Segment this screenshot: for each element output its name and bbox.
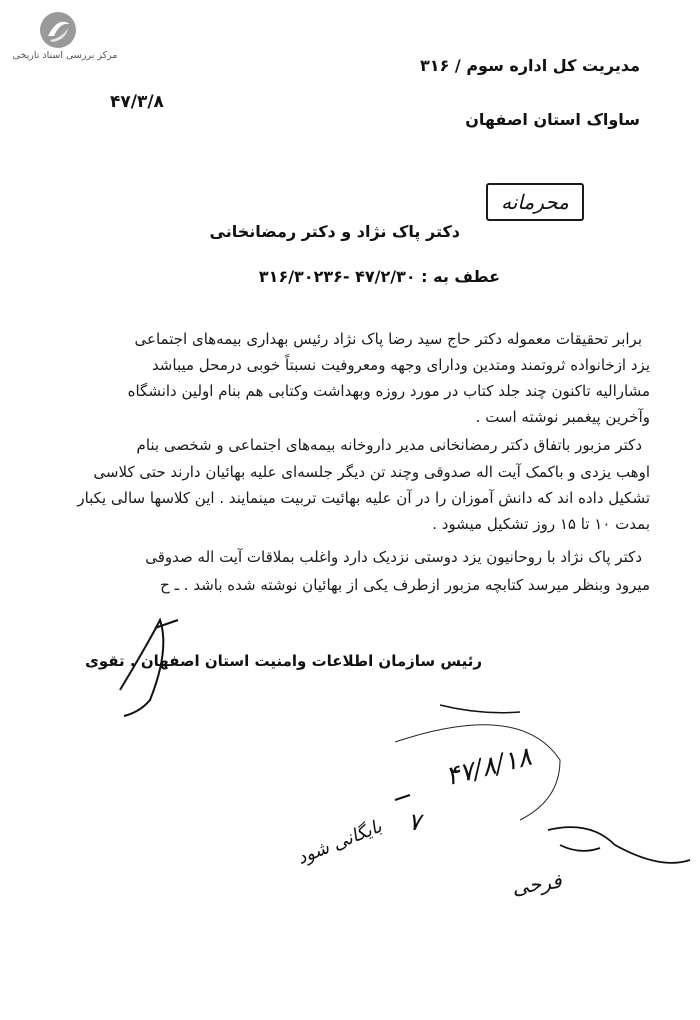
handwritten-name: فرحی	[510, 868, 564, 900]
body-line: میرود وبنظر میرسد کتابچه مزبور ازطرف یکی از بهائیان نوشته شده باشد . ـ ح	[160, 576, 650, 594]
signatory-title: رئیس سازمان اطلاعات وامنیت استان اصفهان . تقوی	[85, 652, 482, 670]
confidential-stamp: محرمانه	[486, 183, 584, 221]
reference-line: عطف به : ۴۷/۲/۳۰ -۳۱۶/۳۰۲۳۶	[258, 267, 500, 286]
handwritten-number: ۷	[408, 808, 421, 836]
body-line: مشارالیه تاکنون چند جلد کتاب در مورد روزه وبهداشت وکتابی هم بنام اولین دانشگاه	[127, 382, 650, 400]
body-line: اوهب یزدی و باکمک آیت اله صدوقی وچند تن دیگر جلسه‌ای علیه بهائیان دارند حتی کلاسی	[93, 463, 650, 481]
subject-line: دکتر پاک نژاد و دکتر رمضانخانی	[209, 222, 460, 241]
body-line: وآخرین پیغمبر نوشته است .	[475, 408, 650, 426]
body-line: یزد ازخانواده ثروتمند ومتدین ودارای وجهه ومعروفیت نسبتاً خوبی درمحل میباشد	[151, 356, 650, 374]
letter-date: ۴۷/۳/۸	[110, 92, 164, 112]
body-line: دکتر مزبور باتفاق دکتر رمضانخانی مدیر داروخانه بیمه‌های اجتماعی و شخصی بنام	[136, 436, 642, 454]
body-line: برابر تحقیقات معموله دکتر حاج سید رضا پاک نژاد رئیس بهداری بیمه‌های اجتماعی	[134, 330, 642, 348]
body-line: بمدت ۱۰ تا ۱۵ روز تشکیل میشود .	[432, 515, 650, 533]
handwritten-note-archive: بایگانی شود	[294, 816, 385, 869]
body-line: تشکیل داده اند که دانش آموزان را در آن علیه بهائیت تربیت مینمایند . این کلاسها سالی یکبار	[77, 489, 650, 507]
handwritten-date: ۴۷/۸/۱۸	[442, 741, 535, 793]
body-line: دکتر پاک نژاد با روحانیون یزد دوستی نزدیک دارد واغلب بملاقات آیت اله صدوقی	[145, 548, 642, 566]
office-reference: مدیریت کل اداره سوم / ۳۱۶	[420, 56, 640, 75]
archive-caption: مرکز بررسی اسناد تاریخی	[12, 50, 118, 61]
recipient: ساواک استان اصفهان	[465, 110, 640, 129]
